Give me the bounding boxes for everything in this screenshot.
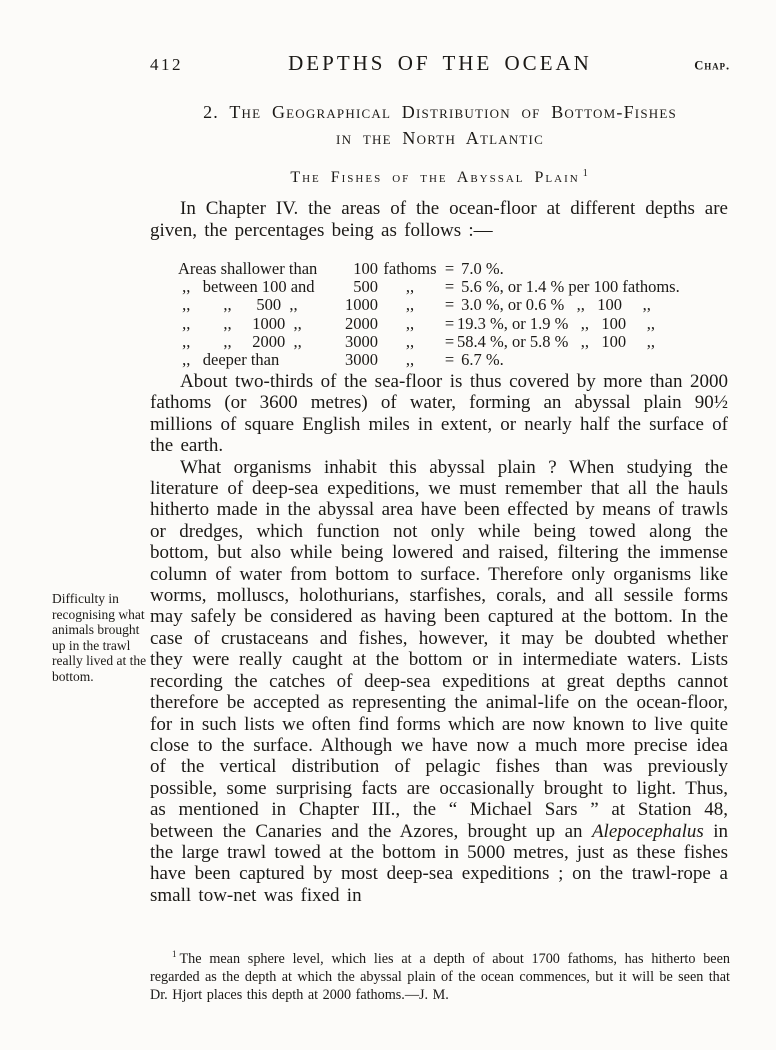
table-cell-equals: = <box>444 331 455 351</box>
table-cell-value: 3.0 %, or 0.6 % ,, 100 ,, <box>457 295 651 315</box>
table-cell-unit: ,, <box>405 295 415 315</box>
table-row <box>178 351 728 369</box>
section-heading <box>130 99 750 151</box>
table-cell-value: 5.6 %, or 1.4 % per 100 fathoms. <box>457 277 680 297</box>
section-heading-line2: in the North Atlantic <box>336 128 544 148</box>
table-cell-unit: fathoms <box>383 259 437 278</box>
table-cell-equals: = <box>444 295 455 315</box>
table-cell-equals: = <box>444 350 455 370</box>
margin-note: Difficulty in recognising what animals brought up in the trawl really lived at the bottom. <box>52 591 147 684</box>
table-cell-range: ,, ,, 2000 ,, <box>178 331 302 351</box>
table-cell-equals: = <box>444 259 455 278</box>
table-row <box>178 278 728 296</box>
table-cell-range: ,, deeper than <box>178 350 280 370</box>
table-cell-range: ,, ,, 500 ,, <box>178 295 298 315</box>
running-title: DEPTHS OF THE OCEAN <box>288 51 592 75</box>
section-heading-line1: 2. The Geographical Distribution of Bottom-Fishes <box>203 102 677 122</box>
table-row <box>178 315 728 333</box>
table-cell-range: Areas shallower than <box>178 259 318 278</box>
table-cell-value: 6.7 %. <box>457 350 504 370</box>
table-cell-depth: 3000 <box>345 331 378 351</box>
subsection-heading <box>150 169 730 187</box>
text-segment: in the large trawl towed at the bottom in 5000 metres, just as these fishes have been captured by most deep-sea expeditions ; on the trawl-rope a small tow-net was fixed in <box>150 820 728 906</box>
table-row <box>178 333 728 351</box>
table-cell-depth: 100 <box>353 259 378 278</box>
species-name-italic: Alepocephalus <box>591 820 704 842</box>
paragraph <box>150 457 728 907</box>
table-row <box>178 260 728 278</box>
text-segment: What organisms inhabit this abyssal plain ? When studying the literature of deep-sea expeditions, we must remember that all the hauls hitherto made in the abyssal area have been effected by means of trawls or dredges, which function not only while being towed along the bottom, but also while being lowered and raised, filtering the immense column of water from bottom to surface. Therefore only organisms like worms, molluscs, holothurians, starfishes, corals, and all sessile forms may safely be considered as having been captured at the bottom. In the case of crustaceans and fishes, however, it may be doubted whether they were really caught at the bottom or in intermediate waters. Lists recording the catches of deep-sea expeditions at great depths cannot therefore be accepted as representing the animal-life on the ocean-floor, for in such lists we often find forms which are now known to live quite close to the surface. Although we have now a much more precise idea of the vertical distribution of pelagic fishes than was previously possible, some surprising facts are occasionally brought to light. Thus, as mentioned in Chapter III., the “ Michael Sars ” at Station 48, between the Canaries and the Azores, brought up an <box>150 456 728 842</box>
subsection-heading-text: The Fishes of the Abyssal Plain <box>290 169 580 186</box>
table-cell-unit: ,, <box>405 350 415 370</box>
table-cell-value: 58.4 %, or 5.8 % ,, 100 ,, <box>457 331 655 351</box>
table-cell-depth: 1000 <box>345 295 378 315</box>
table-cell-range: ,, between 100 and <box>178 277 315 297</box>
table-cell-depth: 3000 <box>345 350 378 370</box>
table-cell-range: ,, ,, 1000 ,, <box>178 313 302 333</box>
paragraph <box>150 371 728 457</box>
chapter-marker: Chap. <box>694 59 730 74</box>
depth-table <box>150 260 728 369</box>
table-row <box>178 296 728 314</box>
text-segment: About two-thirds of the sea-floor is thus covered by more than 2000 fathoms (or 3600 metres) of water, forming an abyssal plain 90½ millions of square English miles in extent, or nearly half the surface of the earth. <box>150 371 728 457</box>
body-paragraphs <box>150 371 728 906</box>
table-cell-value: 7.0 %. <box>457 259 504 278</box>
footnote <box>150 951 730 1004</box>
footnote-reference-mark: 1 <box>582 167 590 179</box>
table-cell-depth: 2000 <box>345 313 378 333</box>
table-cell-equals: = <box>444 313 455 333</box>
intro-paragraph: In Chapter IV. the areas of the ocean-floor at different depths are given, the percentages being as follows :— <box>150 198 728 241</box>
table-cell-depth: 500 <box>353 277 378 297</box>
running-header <box>150 51 730 76</box>
page-number: 412 <box>150 55 183 74</box>
table-cell-unit: ,, <box>405 313 415 333</box>
footnote-text: The mean sphere level, which lies at a depth of about 1700 fathoms, has hitherto been regarded as the depth at which the abyssal plain of the ocean commences, but it will be seen that Dr. Hjort places this depth at 2000 fathoms.—J. M. <box>150 951 730 1003</box>
footnote-number: 1 <box>172 949 177 960</box>
table-cell-value: 19.3 %, or 1.9 % ,, 100 ,, <box>457 313 655 333</box>
table-cell-unit: ,, <box>405 331 415 351</box>
table-cell-unit: ,, <box>405 277 415 297</box>
table-cell-equals: = <box>444 277 455 297</box>
